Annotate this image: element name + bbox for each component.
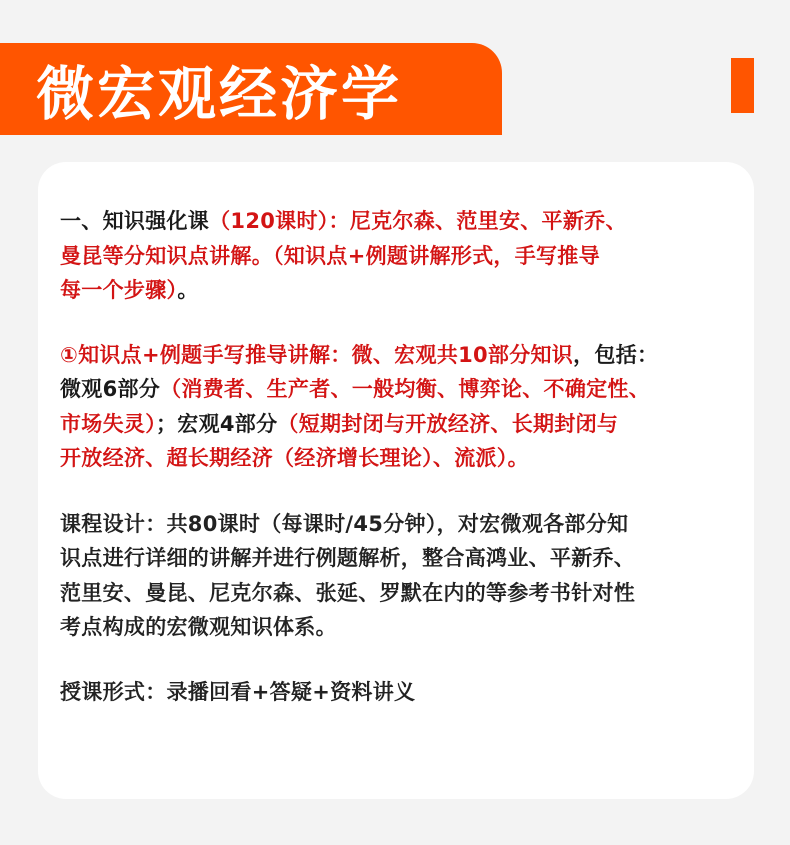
course-intro-line-3: [60, 273, 736, 308]
detail-line-3-red-2: （短期封闭与开放经济、长期封闭与: [277, 411, 619, 436]
design-line-4: 考点构成的宏微观知识体系。: [60, 615, 337, 639]
course-intro-line-1: [60, 204, 736, 239]
detail-line-3: [60, 407, 736, 442]
course-intro-red-1: （120课时）：尼克尔森、范里安、平新乔、: [209, 209, 627, 233]
course-intro-lead: 一、知识强化课: [60, 209, 210, 233]
design-line-2: 识点进行详细的讲解并进行例题解析，整合高鸿业、平新乔、: [60, 546, 636, 570]
page-title: 微宏观经济学: [36, 60, 403, 128]
detail-paragraph: [60, 338, 736, 476]
detail-line-3-black: ；宏观4部分: [156, 411, 278, 436]
course-intro-tail: 。: [177, 278, 199, 302]
detail-line-2: [60, 372, 736, 407]
detail-line-1-black: ，包括：: [573, 342, 659, 367]
detail-line-1-red: ①知识点+例题手写推导讲解：微、宏观共10部分知识: [60, 342, 574, 367]
format-text: 授课形式：录播回看+答疑+资料讲义: [60, 679, 416, 704]
detail-line-2-red: （消费者、生产者、一般均衡、博弈论、不确定性、: [160, 377, 651, 401]
detail-line-3-red: 市场失灵）: [60, 411, 156, 436]
detail-line-4: 开放经济、超长期经济（经济增长理论）、流派）。: [60, 446, 529, 470]
design-paragraph: [60, 507, 736, 645]
course-intro-paragraph: [60, 204, 736, 308]
detail-line-2-black: 微观6部分: [60, 377, 161, 401]
detail-line-1: [60, 338, 736, 373]
design-line-1: 课程设计：共80课时（每课时/45分钟），对宏微观各部分知: [60, 511, 629, 536]
design-line-3: 范里安、曼昆、尼克尔森、张延、罗默在内的等参考书针对性: [60, 580, 636, 605]
header-banner: [0, 43, 502, 135]
accent-bar: [731, 58, 754, 113]
course-intro-red-3: 每一个步骤）: [60, 278, 178, 302]
content-card: [38, 162, 754, 799]
course-intro-red-2: 曼昆等分知识点讲解。（知识点+例题讲解形式，手写推导: [60, 243, 600, 268]
format-paragraph: [60, 675, 736, 710]
